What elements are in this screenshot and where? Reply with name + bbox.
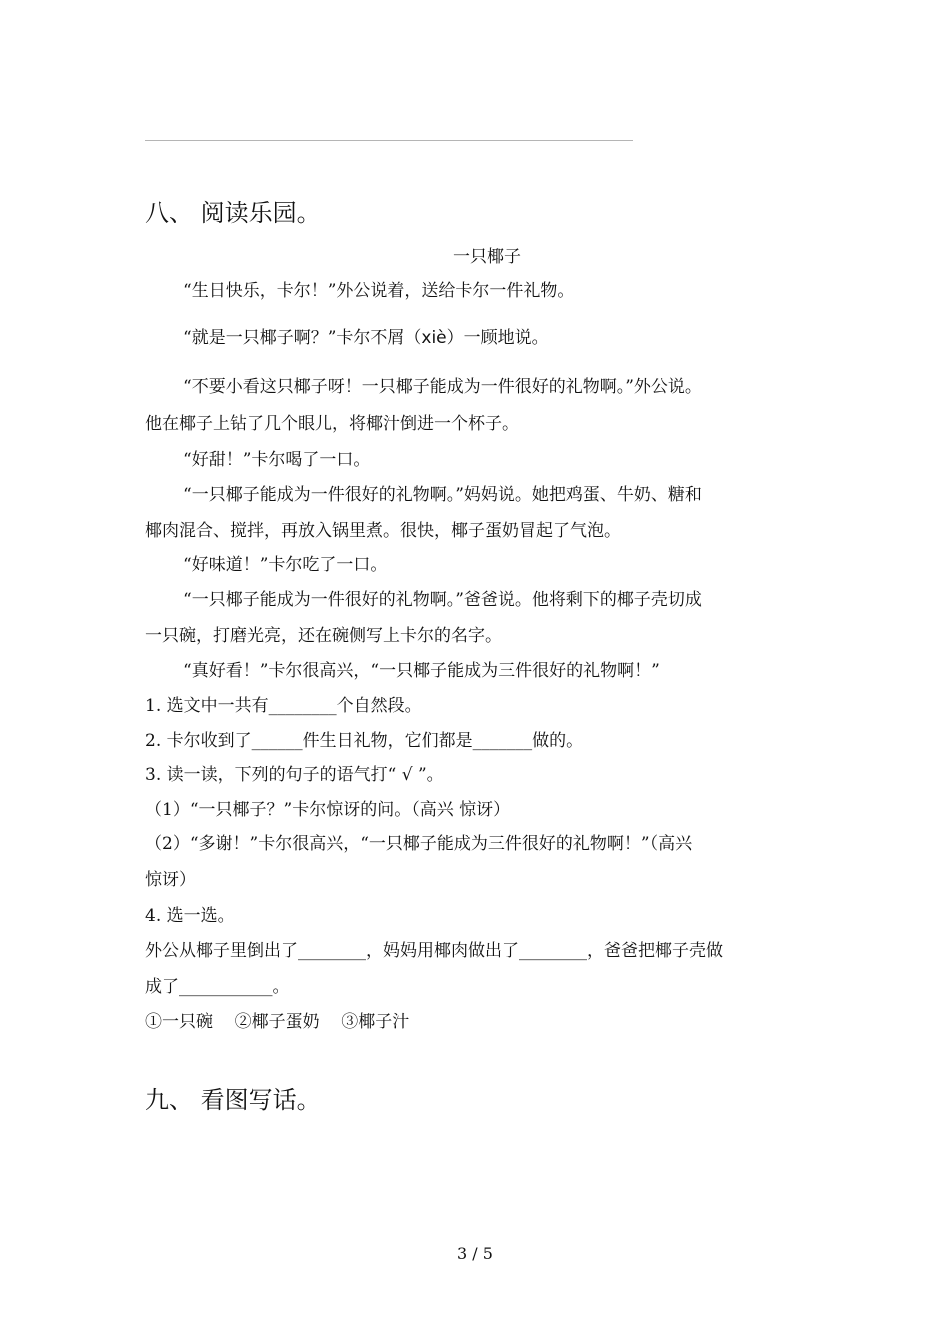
question-4-line-2: 成了___________。 — [145, 977, 290, 997]
question-4: 4. 选一选。 — [145, 906, 235, 926]
paragraph-3-line-1: “不要小看这只椰子呀！一只椰子能成为一件很好的礼物啊。”外公说。 — [183, 377, 702, 397]
question-1: 1. 选文中一共有________个自然段。 — [145, 696, 422, 716]
paragraph-5-line-2: 椰肉混合、搅拌，再放入锅里煮。很快，椰子蛋奶冒起了气泡。 — [145, 521, 621, 541]
section-8-title: 八、 阅读乐园。 — [145, 199, 321, 227]
question-4-line-1: 外公从椰子里倒出了________，妈妈用椰肉做出了________，爸爸把椰子壳做 — [145, 941, 723, 961]
paragraph-2-text-before: “就是一只椰子啊？”卡尔不屑（ — [183, 328, 422, 348]
section-9-title: 九、 看图写话。 — [145, 1086, 321, 1114]
paragraph-7-line-1: “一只椰子能成为一件很好的礼物啊。”爸爸说。他将剩下的椰子壳切成 — [183, 590, 702, 610]
question-2: 2. 卡尔收到了______件生日礼物，它们都是_______做的。 — [145, 731, 584, 751]
page-number: 3 / 5 — [457, 1244, 493, 1263]
paragraph-1: “生日快乐，卡尔！”外公说着，送给卡尔一件礼物。 — [183, 281, 575, 301]
question-3: 3. 读一读，下列的句子的语气打“ √ ”。 — [145, 765, 444, 785]
pinyin-xie: xiè — [421, 328, 447, 348]
question-3-item-1: （1）“一只椰子？”卡尔惊讶的问。（高兴 惊讶） — [145, 800, 511, 820]
paragraph-8: “真好看！”卡尔很高兴，“一只椰子能成为三件很好的礼物啊！” — [183, 661, 660, 681]
paragraph-2-text-after: ）一顾地说。 — [446, 328, 549, 348]
story-title: 一只椰子 — [453, 247, 521, 267]
question-4-options: ①一只碗 ②椰子蛋奶 ③椰子汁 — [145, 1012, 410, 1032]
question-3-item-2-line-1: （2）“多谢！”卡尔很高兴，“一只椰子能成为三件很好的礼物啊！”（高兴 — [145, 834, 693, 854]
paragraph-7-line-2: 一只碗，打磨光亮，还在碗侧写上卡尔的名字。 — [145, 626, 502, 646]
paragraph-4: “好甜！”卡尔喝了一口。 — [183, 450, 371, 470]
question-3-item-2-line-2: 惊讶） — [145, 870, 196, 890]
paragraph-5-line-1: “一只椰子能成为一件很好的礼物啊。”妈妈说。她把鸡蛋、牛奶、糖和 — [183, 485, 702, 505]
answer-line — [145, 140, 633, 141]
paragraph-6: “好味道！”卡尔吃了一口。 — [183, 555, 388, 575]
paragraph-3-line-2: 他在椰子上钻了几个眼儿，将椰汁倒进一个杯子。 — [145, 414, 519, 434]
paragraph-2 — [183, 328, 549, 348]
